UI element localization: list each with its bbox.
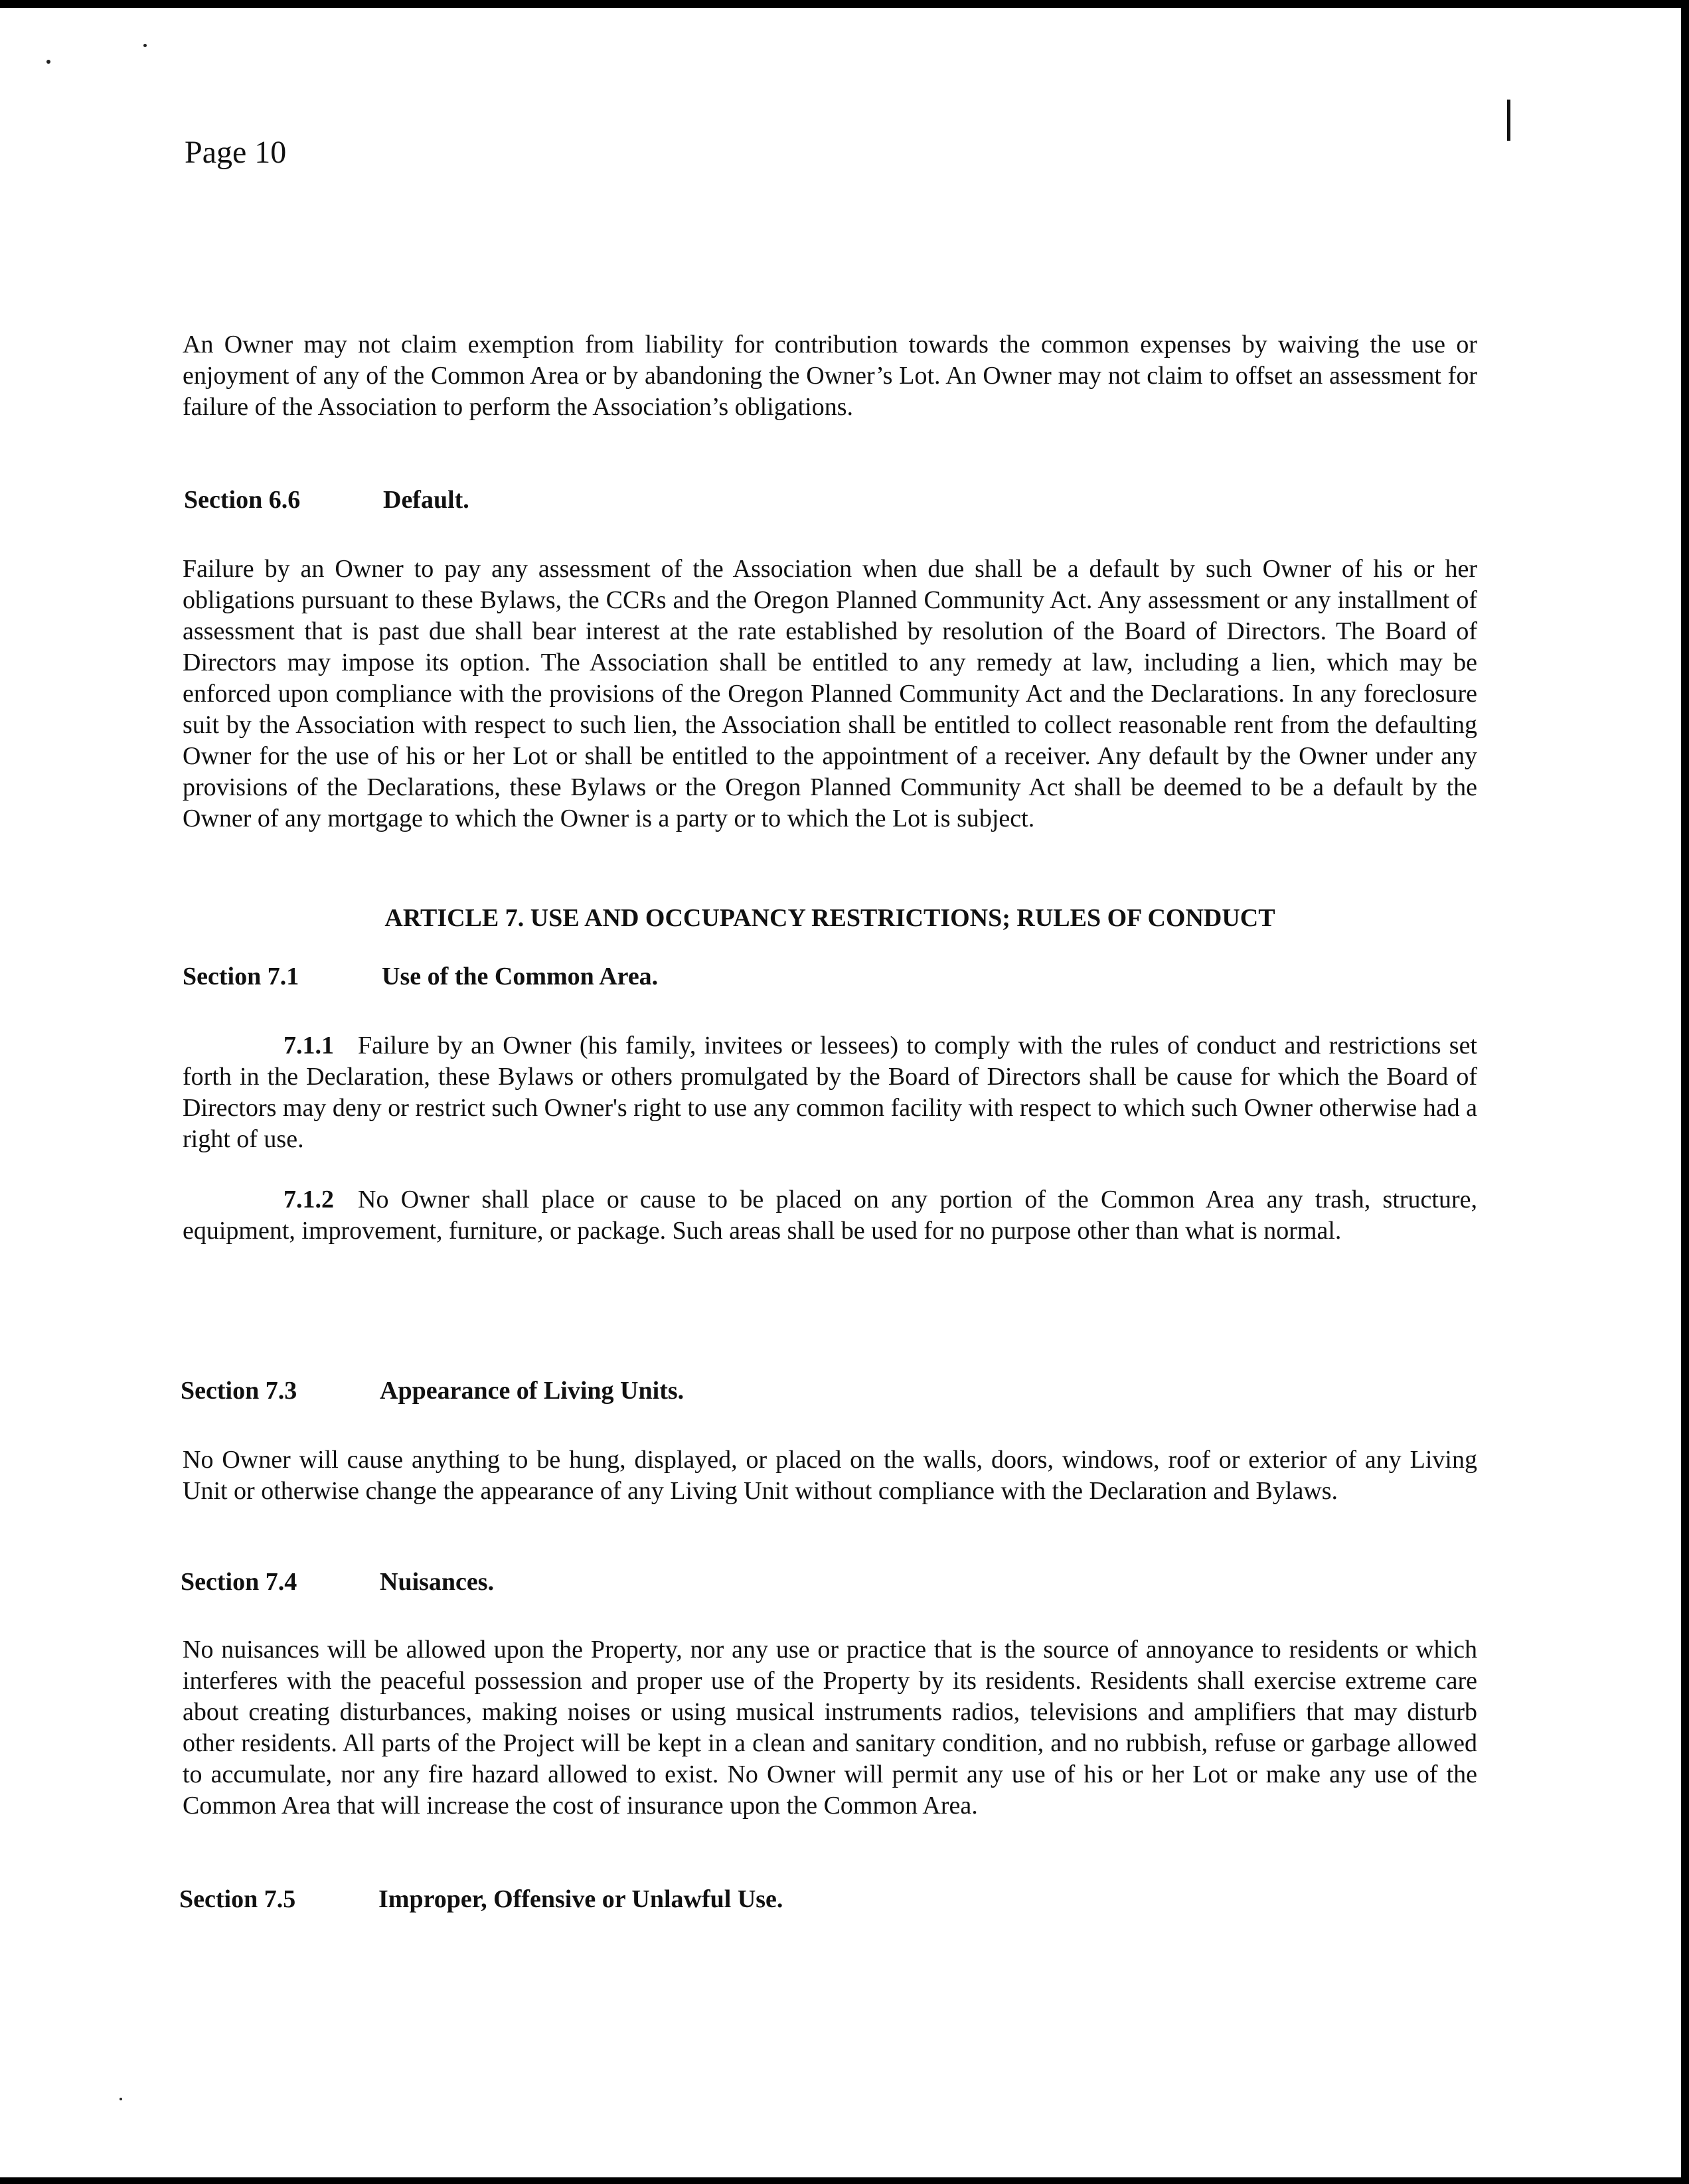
subsection-7-1-1 xyxy=(183,1030,1477,1155)
section-number: Section 7.5 xyxy=(179,1885,296,1913)
section-number: Section 7.3 xyxy=(181,1377,297,1405)
subsection-body: Failure by an Owner (his family, invitees or lessees) to comply with the rules of conduct and restrictions set forth in the Declaration, these Bylaws or others promulgated by the Board of Directors shall be cause for which the Board of Directors may deny or restrict such Owner's right to use any common facility with respect to which such Owner otherwise had a right of use. xyxy=(183,1032,1477,1153)
section-title: Default. xyxy=(383,486,469,514)
scan-border-right xyxy=(1681,0,1689,2184)
section-7-4-body: No nuisances will be allowed upon the Property, nor any use or practice that is the source of annoyance to residents or which interferes with the peaceful possession and proper use of the Property by its residents. Residents shall exercise extreme care about creating disturbances, making noises or using musical instruments radios, televisions and amplifiers that may disturb other residents. All parts of the Project will be kept in a clean and sanitary condition, and no rubbish, refuse or garbage allowed to accumulate, nor any fire hazard allowed to exist. No Owner will permit any use of his or her Lot or make any use of the Common Area that will increase the cost of insurance upon the Common Area. xyxy=(183,1636,1477,1820)
section-number: Section 6.6 xyxy=(184,486,301,514)
subsection-7-1-2 xyxy=(183,1184,1477,1247)
section-title: Use of the Common Area. xyxy=(382,963,659,990)
intro-paragraph: An Owner may not claim exemption from liability for contribution towards the common expenses by waiving the use or enjoyment of any of the Common Area or by abandoning the Owner’s Lot. An Owner may not claim to offset an assessment for failure of the Association to perform the Association’s obligations. xyxy=(183,331,1477,421)
scan-border-top xyxy=(0,0,1689,8)
section-number: Section 7.4 xyxy=(181,1568,297,1596)
section-7-5-heading xyxy=(179,1884,783,1915)
scan-speck xyxy=(143,44,147,47)
section-7-3-heading xyxy=(181,1375,684,1407)
section-7-1-heading xyxy=(183,961,658,992)
section-6-6-body: Failure by an Owner to pay any assessment of the Association when due shall be a default by such Owner of his or her obligations pursuant to these Bylaws, the CCRs and the Oregon Planned Community Act. Any assessment or any installment of assessment that is past due shall bear interest at the rate established by resolution of the Board of Directors. The Board of Directors may impose its option. The Association shall be entitled to any remedy at law, including a lien, which may be enforced upon compliance with the provisions of the Oregon Planned Community Act and the Declarations. In any foreclosure suit by the Association with respect to such lien, the Association shall be entitled to collect reasonable rent from the defaulting Owner for the use of his or her Lot or shall be entitled to the appointment of a receiver. Any default by the Owner under any provisions of the Declarations, these Bylaws or the Oregon Planned Community Act shall be deemed to be a default by the Owner of any mortgage to which the Owner is a party or to which the Lot is subject. xyxy=(183,555,1477,832)
subsection-number: 7.1.2 xyxy=(283,1186,334,1213)
section-title: Improper, Offensive or Unlawful Use. xyxy=(378,1885,783,1913)
subsection-body: No Owner shall place or cause to be placed on any portion of the Common Area any trash, structure, equipment, improvement, furniture, or package. Such areas shall be used for no purpose other than what is normal. xyxy=(183,1186,1477,1245)
subsection-number: 7.1.1 xyxy=(283,1032,334,1059)
page-number: Page 10 xyxy=(185,135,287,170)
scan-border-bottom xyxy=(0,2177,1689,2184)
scan-speck xyxy=(46,60,50,64)
section-number: Section 7.1 xyxy=(183,963,299,990)
article-7-heading: ARTICLE 7. USE AND OCCUPANCY RESTRICTIONS; RULES OF CONDUCT xyxy=(384,904,1275,932)
section-7-4-heading xyxy=(181,1567,494,1598)
section-6-6-heading xyxy=(184,485,469,516)
scan-speck xyxy=(120,2098,122,2100)
section-title: Nuisances. xyxy=(380,1568,495,1596)
section-title: Appearance of Living Units. xyxy=(380,1377,684,1405)
section-7-3-body: No Owner will cause anything to be hung, displayed, or placed on the walls, doors, windows, roof or exterior of any Living Unit or otherwise change the appearance of any Living Unit without compliance with the Declaration and Bylaws. xyxy=(183,1446,1477,1505)
revision-margin-bar xyxy=(1507,100,1510,141)
